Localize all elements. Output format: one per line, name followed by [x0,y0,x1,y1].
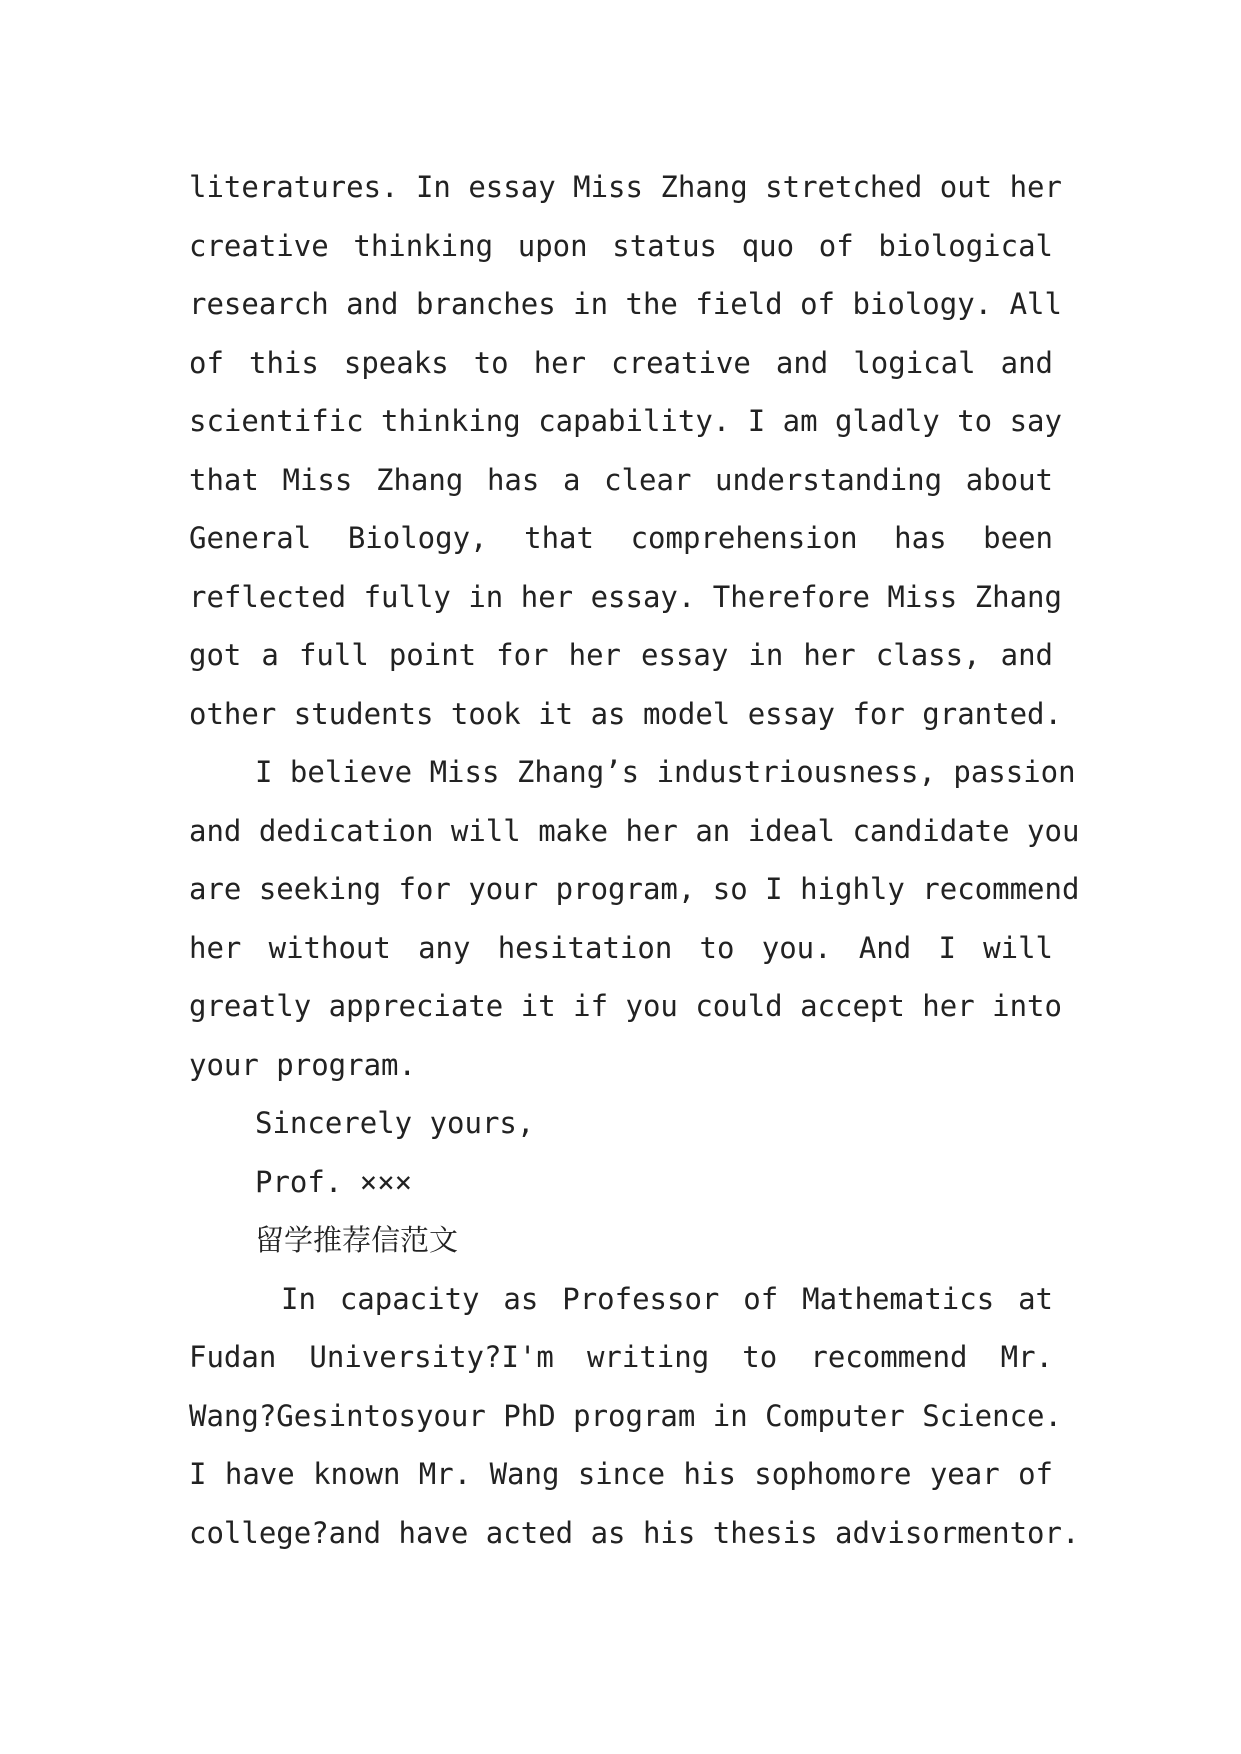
signature-line: Prof. ××× [255,1164,413,1199]
text-line: I have known Mr. Wang since his sophomore year of [189,1457,1053,1491]
text-line: greatly appreciate it if you could accept her into [189,989,1062,1023]
text-line: In capacity as Professor of Mathematics at [281,1281,1053,1316]
text-line: reflected fully in her essay. Therefore Miss Zhang [189,579,1062,614]
closing-line: Sincerely yours, [255,1106,535,1140]
text-line: your program. [189,1047,416,1082]
text-line: literatures. In essay Miss Zhang stretched out her [189,170,1062,204]
text-line: Fudan University?I'm writing to recommend Mr. [189,1340,1053,1374]
text-line: research and branches in the field of biology. All [189,287,1062,321]
text-line: creative thinking upon status quo of biological [189,228,1053,263]
text-line: scientific thinking capability. I am gladly to say [189,404,1062,438]
text-line: college?and have acted as his thesis advisormentor. [189,1515,1080,1550]
text-line: got a full point for her essay in her class, and [189,638,1053,672]
text-line: and dedication will make her an ideal candidate you [189,813,1080,848]
text-line: Wang?Gesintosyour PhD program in Computer Science. [189,1398,1062,1433]
text-line: are seeking for your program, so I highly recommend [189,872,1080,906]
text-line: other students took it as model essay for granted. [189,696,1062,731]
letter-body [189,158,1080,1562]
text-line: that Miss Zhang has a clear understanding about [189,462,1053,497]
text-line: I believe Miss Zhang’s industriousness, passion [255,755,1076,789]
text-line: her without any hesitation to you. And I will [189,930,1053,965]
text-line: General Biology, that comprehension has been [189,521,1053,555]
text-line: of this speaks to her creative and logical and [189,345,1053,380]
section-title: 留学推荐信范文 [255,1223,459,1257]
